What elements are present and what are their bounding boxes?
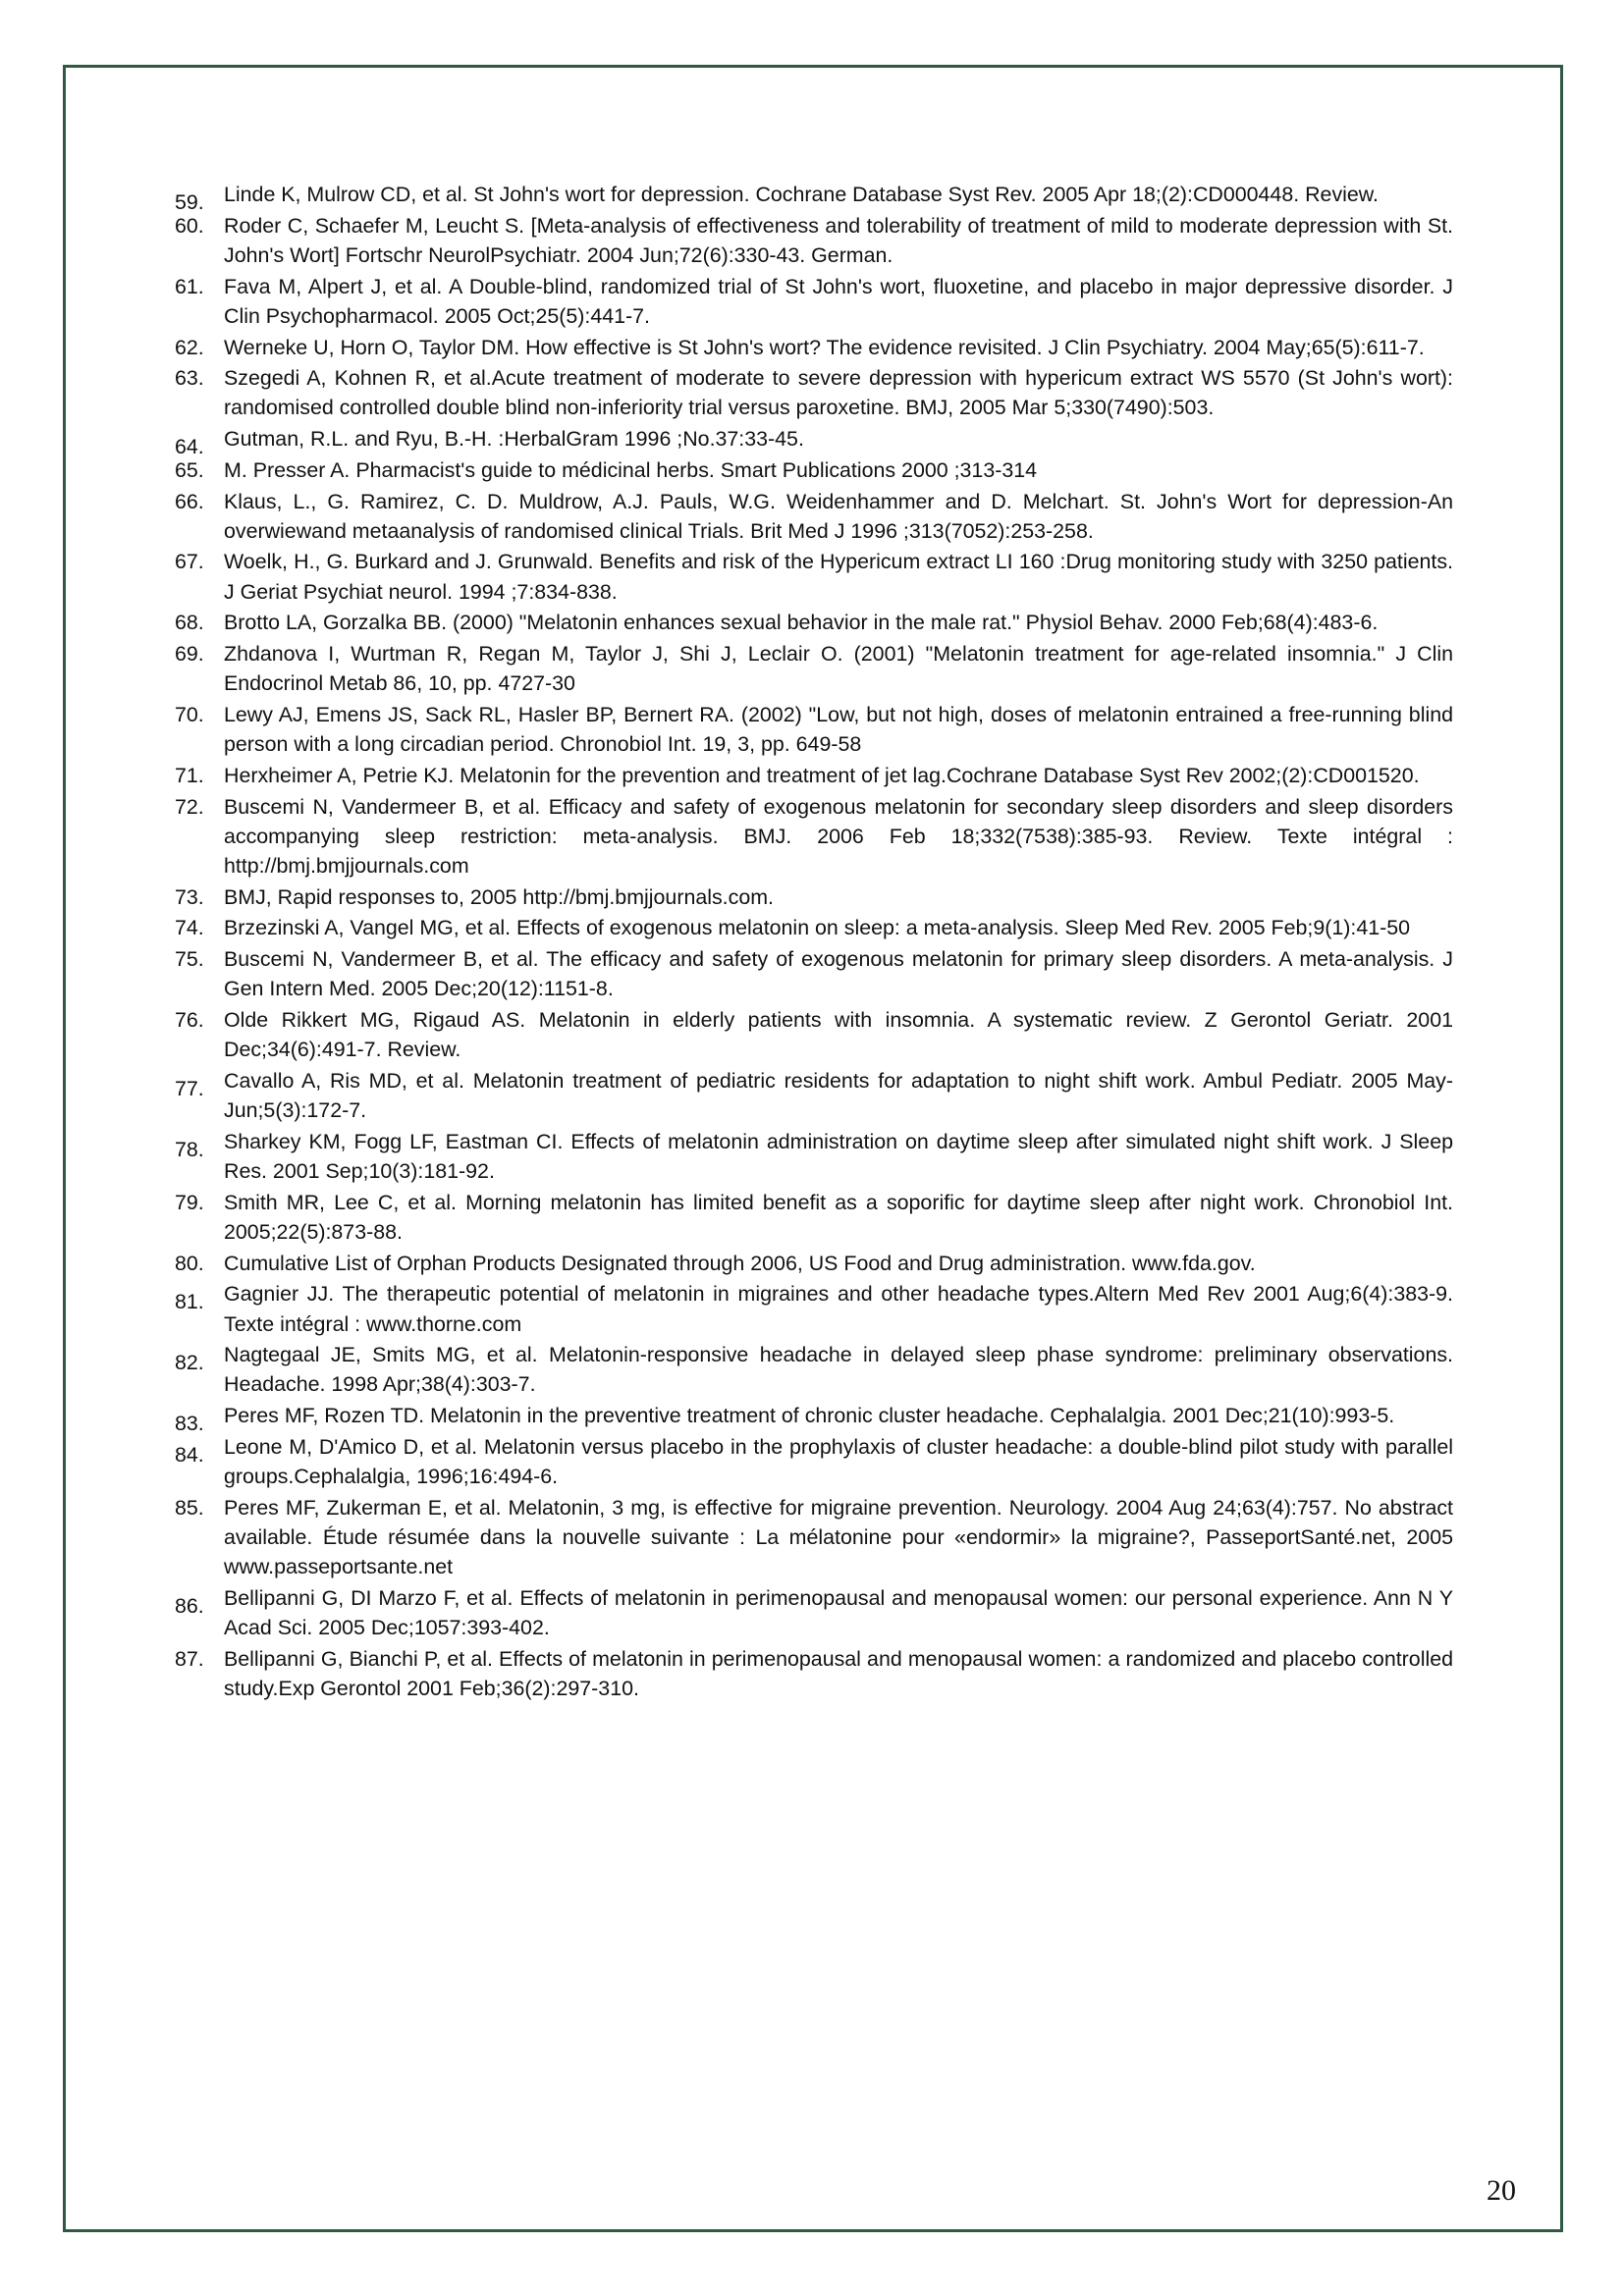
reference-text: Gutman, R.L. and Ryu, B.-H. :HerbalGram 1996 ;No.37:33-45. — [224, 427, 804, 452]
reference-text: Smith MR, Lee C, et al. Morning melatonin has limited benefit as a soporific for daytime sleep after night work. Chronobiol Int. 2005;22(5):873-88. — [224, 1190, 1453, 1244]
reference-number: 82. — [175, 1351, 204, 1375]
reference-number: 70. — [175, 702, 204, 726]
reference-text: Zhdanova I, Wurtman R, Regan M, Taylor J, Shi J, Leclair O. (2001) "Melatonin treatment for age-related insomnia." J Clin Endocrinol Metab 86, 10, pp. 4727-30 — [224, 642, 1453, 696]
reference-number: 77. — [175, 1076, 204, 1100]
reference-number: 85. — [175, 1495, 204, 1520]
reference-item — [175, 761, 1453, 790]
reference-text: Gagnier JJ. The therapeutic potential of melatonin in migraines and other headache types.Altern Med Rev 2001 Aug;6(4):383-9. Texte intégral : www.thorne.com — [224, 1282, 1453, 1336]
reference-text: Klaus, L., G. Ramirez, C. D. Muldrow, A.J. Pauls, W.G. Weidenhammer and D. Melchart. St. John's Wort for depression-An overwiewand metaanalysis of randomised clinical Trials. Brit Med J 1996 ;313(7052):253-258. — [224, 489, 1453, 543]
reference-number: 74. — [175, 916, 204, 940]
reference-number: 59. — [175, 190, 204, 214]
reference-item — [175, 1493, 1453, 1582]
reference-item — [175, 1127, 1453, 1186]
reference-number: 61. — [175, 274, 204, 298]
reference-item — [175, 944, 1453, 1003]
reference-item — [175, 487, 1453, 546]
reference-number: 75. — [175, 947, 204, 972]
reference-item — [175, 272, 1453, 331]
reference-item — [175, 1644, 1453, 1703]
reference-item — [175, 211, 1453, 270]
reference-number: 76. — [175, 1007, 204, 1032]
reference-text: BMJ, Rapid responses to, 2005 http://bmj.bmjjournals.com. — [224, 884, 774, 909]
reference-item — [175, 547, 1453, 606]
reference-text: Bellipanni G, Bianchi P, et al. Effects of melatonin in perimenopausal and menopausal women: a randomized and placebo controlled study.Exp Gerontol 2001 Feb;36(2):297-310. — [224, 1646, 1453, 1700]
reference-number: 79. — [175, 1190, 204, 1214]
reference-item — [175, 180, 1453, 214]
reference-text: Cavallo A, Ris MD, et al. Melatonin treatment of pediatric residents for adaptation to night shift work. Ambul Pediatr. 2005 May-Jun;5(3):172-7. — [224, 1068, 1453, 1123]
reference-item — [175, 882, 1453, 912]
reference-number: 71. — [175, 763, 204, 787]
reference-text: Cumulative List of Orphan Products Designated through 2006, US Food and Drug administration. www.fda.gov. — [224, 1251, 1256, 1275]
reference-number: 83. — [175, 1412, 204, 1436]
reference-text: Brotto LA, Gorzalka BB. (2000) "Melatonin enhances sexual behavior in the male rat." Physiol Behav. 2000 Feb;68(4):483-6. — [224, 611, 1379, 635]
reference-text: Bellipanni G, DI Marzo F, et al. Effects of melatonin in perimenopausal and menopausal women: our personal experience. Ann N Y Acad Sci. 2005 Dec;1057:393-402. — [224, 1585, 1453, 1640]
reference-number: 62. — [175, 335, 204, 359]
reference-item — [175, 1005, 1453, 1064]
reference-number: 60. — [175, 213, 204, 238]
reference-text: Woelk, H., G. Burkard and J. Grunwald. Benefits and risk of the Hypericum extract LI 160 :Drug monitoring study with 3250 patients. J Geriat Psychiat neurol. 1994 ;7:834-838. — [224, 550, 1453, 604]
reference-text: Roder C, Schaefer M, Leucht S. [Meta-analysis of effectiveness and tolerability of treatment of mild to moderate depression with St. John's Wort] Fortschr NeurolPsychiatr. 2004 Jun;72(6):330-43. German. — [224, 213, 1453, 267]
reference-number: 63. — [175, 366, 204, 391]
reference-item — [175, 1249, 1453, 1278]
reference-item — [175, 424, 1453, 459]
reference-number: 78. — [175, 1137, 204, 1161]
reference-text: Buscemi N, Vandermeer B, et al. Efficacy and safety of exogenous melatonin for secondary sleep disorders and sleep disorders accompanying sleep restriction: meta-analysis. BMJ. 2006 Feb 18;332(7538):385-93. Review. Texte intégral : http://bmj.bmjjournals.com — [224, 794, 1453, 878]
reference-number: 72. — [175, 794, 204, 819]
reference-text: Szegedi A, Kohnen R, et al.Acute treatment of moderate to severe depression with hypericum extract WS 5570 (St John's wort): randomised controlled double blind non-inferiority trial versus paroxetine. BMJ, 2005 Mar 5;330(7490):503. — [224, 366, 1453, 420]
reference-item — [175, 1583, 1453, 1642]
reference-item — [175, 1340, 1453, 1399]
reference-item — [175, 700, 1453, 759]
reference-text: Herxheimer A, Petrie KJ. Melatonin for the prevention and treatment of jet lag.Cochrane Database Syst Rev 2002;(2):CD001520. — [224, 763, 1420, 787]
reference-number: 87. — [175, 1646, 204, 1671]
reference-item — [175, 913, 1453, 942]
reference-number: 66. — [175, 489, 204, 513]
reference-text: Linde K, Mulrow CD, et al. St John's wort for depression. Cochrane Database Syst Rev. 2005 Apr 18;(2):CD000448. Review. — [224, 183, 1380, 206]
reference-item — [175, 363, 1453, 422]
reference-text: Nagtegaal JE, Smits MG, et al. Melatonin-responsive headache in delayed sleep phase syndrome: preliminary observations. Headache. 1998 Apr;38(4):303-7. — [224, 1343, 1453, 1397]
reference-text: Werneke U, Horn O, Taylor DM. How effective is St John's wort? The evidence revisited. J Clin Psychiatry. 2004 May;65(5):611-7. — [224, 335, 1425, 359]
reference-text: Leone M, D'Amico D, et al. Melatonin versus placebo in the prophylaxis of cluster headache: a double-blind pilot study with parallel groups.Cephalalgia, 1996;16:494-6. — [224, 1434, 1453, 1489]
page-number: 20 — [1487, 2174, 1516, 2207]
reference-number: 69. — [175, 642, 204, 667]
reference-item — [175, 333, 1453, 362]
reference-item — [175, 1188, 1453, 1247]
reference-item — [175, 1066, 1453, 1125]
reference-text: Buscemi N, Vandermeer B, et al. The efficacy and safety of exogenous melatonin for primary sleep disorders. A meta-analysis. J Gen Intern Med. 2005 Dec;20(12):1151-8. — [224, 947, 1453, 1001]
reference-number: 73. — [175, 884, 204, 909]
reference-number: 64. — [175, 435, 204, 459]
reference-text: Fava M, Alpert J, et al. A Double-blind, randomized trial of St John's wort, fluoxetine, and placebo in major depressive disorder. J Clin Psychopharmacol. 2005 Oct;25(5):441-7. — [224, 274, 1453, 328]
reference-text: Brzezinski A, Vangel MG, et al. Effects of exogenous melatonin on sleep: a meta-analysis. Sleep Med Rev. 2005 Feb;9(1):41-50 — [224, 916, 1411, 940]
reference-text: Peres MF, Zukerman E, et al. Melatonin, 3 mg, is effective for migraine prevention. Neurology. 2004 Aug 24;63(4):757. No abstract available. Étude résumée dans la nouvelle suivante : La mélatonine pour «endormir» la migraine?, PasseportSanté.net, 2005 www.passeportsante.net — [224, 1495, 1453, 1579]
reference-number: 86. — [175, 1593, 204, 1618]
reference-item — [175, 792, 1453, 881]
reference-number: 67. — [175, 550, 204, 574]
reference-text: Peres MF, Rozen TD. Melatonin in the preventive treatment of chronic cluster headache. Cephalalgia. 2001 Dec;21(10):993-5. — [224, 1404, 1395, 1428]
reference-item — [175, 455, 1453, 485]
reference-text: M. Presser A. Pharmacist's guide to médicinal herbs. Smart Publications 2000 ;313-314 — [224, 457, 1038, 482]
reference-text: Lewy AJ, Emens JS, Sack RL, Hasler BP, Bernert RA. (2002) "Low, but not high, doses of melatonin entrained a free-running blind person with a long circadian period. Chronobiol Int. 19, 3, pp. 649-58 — [224, 702, 1453, 757]
reference-text: Sharkey KM, Fogg LF, Eastman CI. Effects of melatonin administration on daytime sleep after simulated night shift work. J Sleep Res. 2001 Sep;10(3):181-92. — [224, 1129, 1453, 1183]
reference-item — [175, 1401, 1453, 1436]
reference-number: 65. — [175, 457, 204, 482]
reference-number: 80. — [175, 1251, 204, 1275]
reference-item — [175, 1279, 1453, 1338]
reference-item — [175, 608, 1453, 637]
reference-list — [175, 180, 1453, 1705]
reference-text: Olde Rikkert MG, Rigaud AS. Melatonin in elderly patients with insomnia. A systematic review. Z Gerontol Geriatr. 2001 Dec;34(6):491-7. Review. — [224, 1007, 1453, 1062]
reference-item — [175, 639, 1453, 698]
reference-number: 81. — [175, 1290, 204, 1314]
reference-item — [175, 1432, 1453, 1491]
reference-number: 68. — [175, 611, 204, 635]
reference-number: 84. — [175, 1442, 204, 1467]
